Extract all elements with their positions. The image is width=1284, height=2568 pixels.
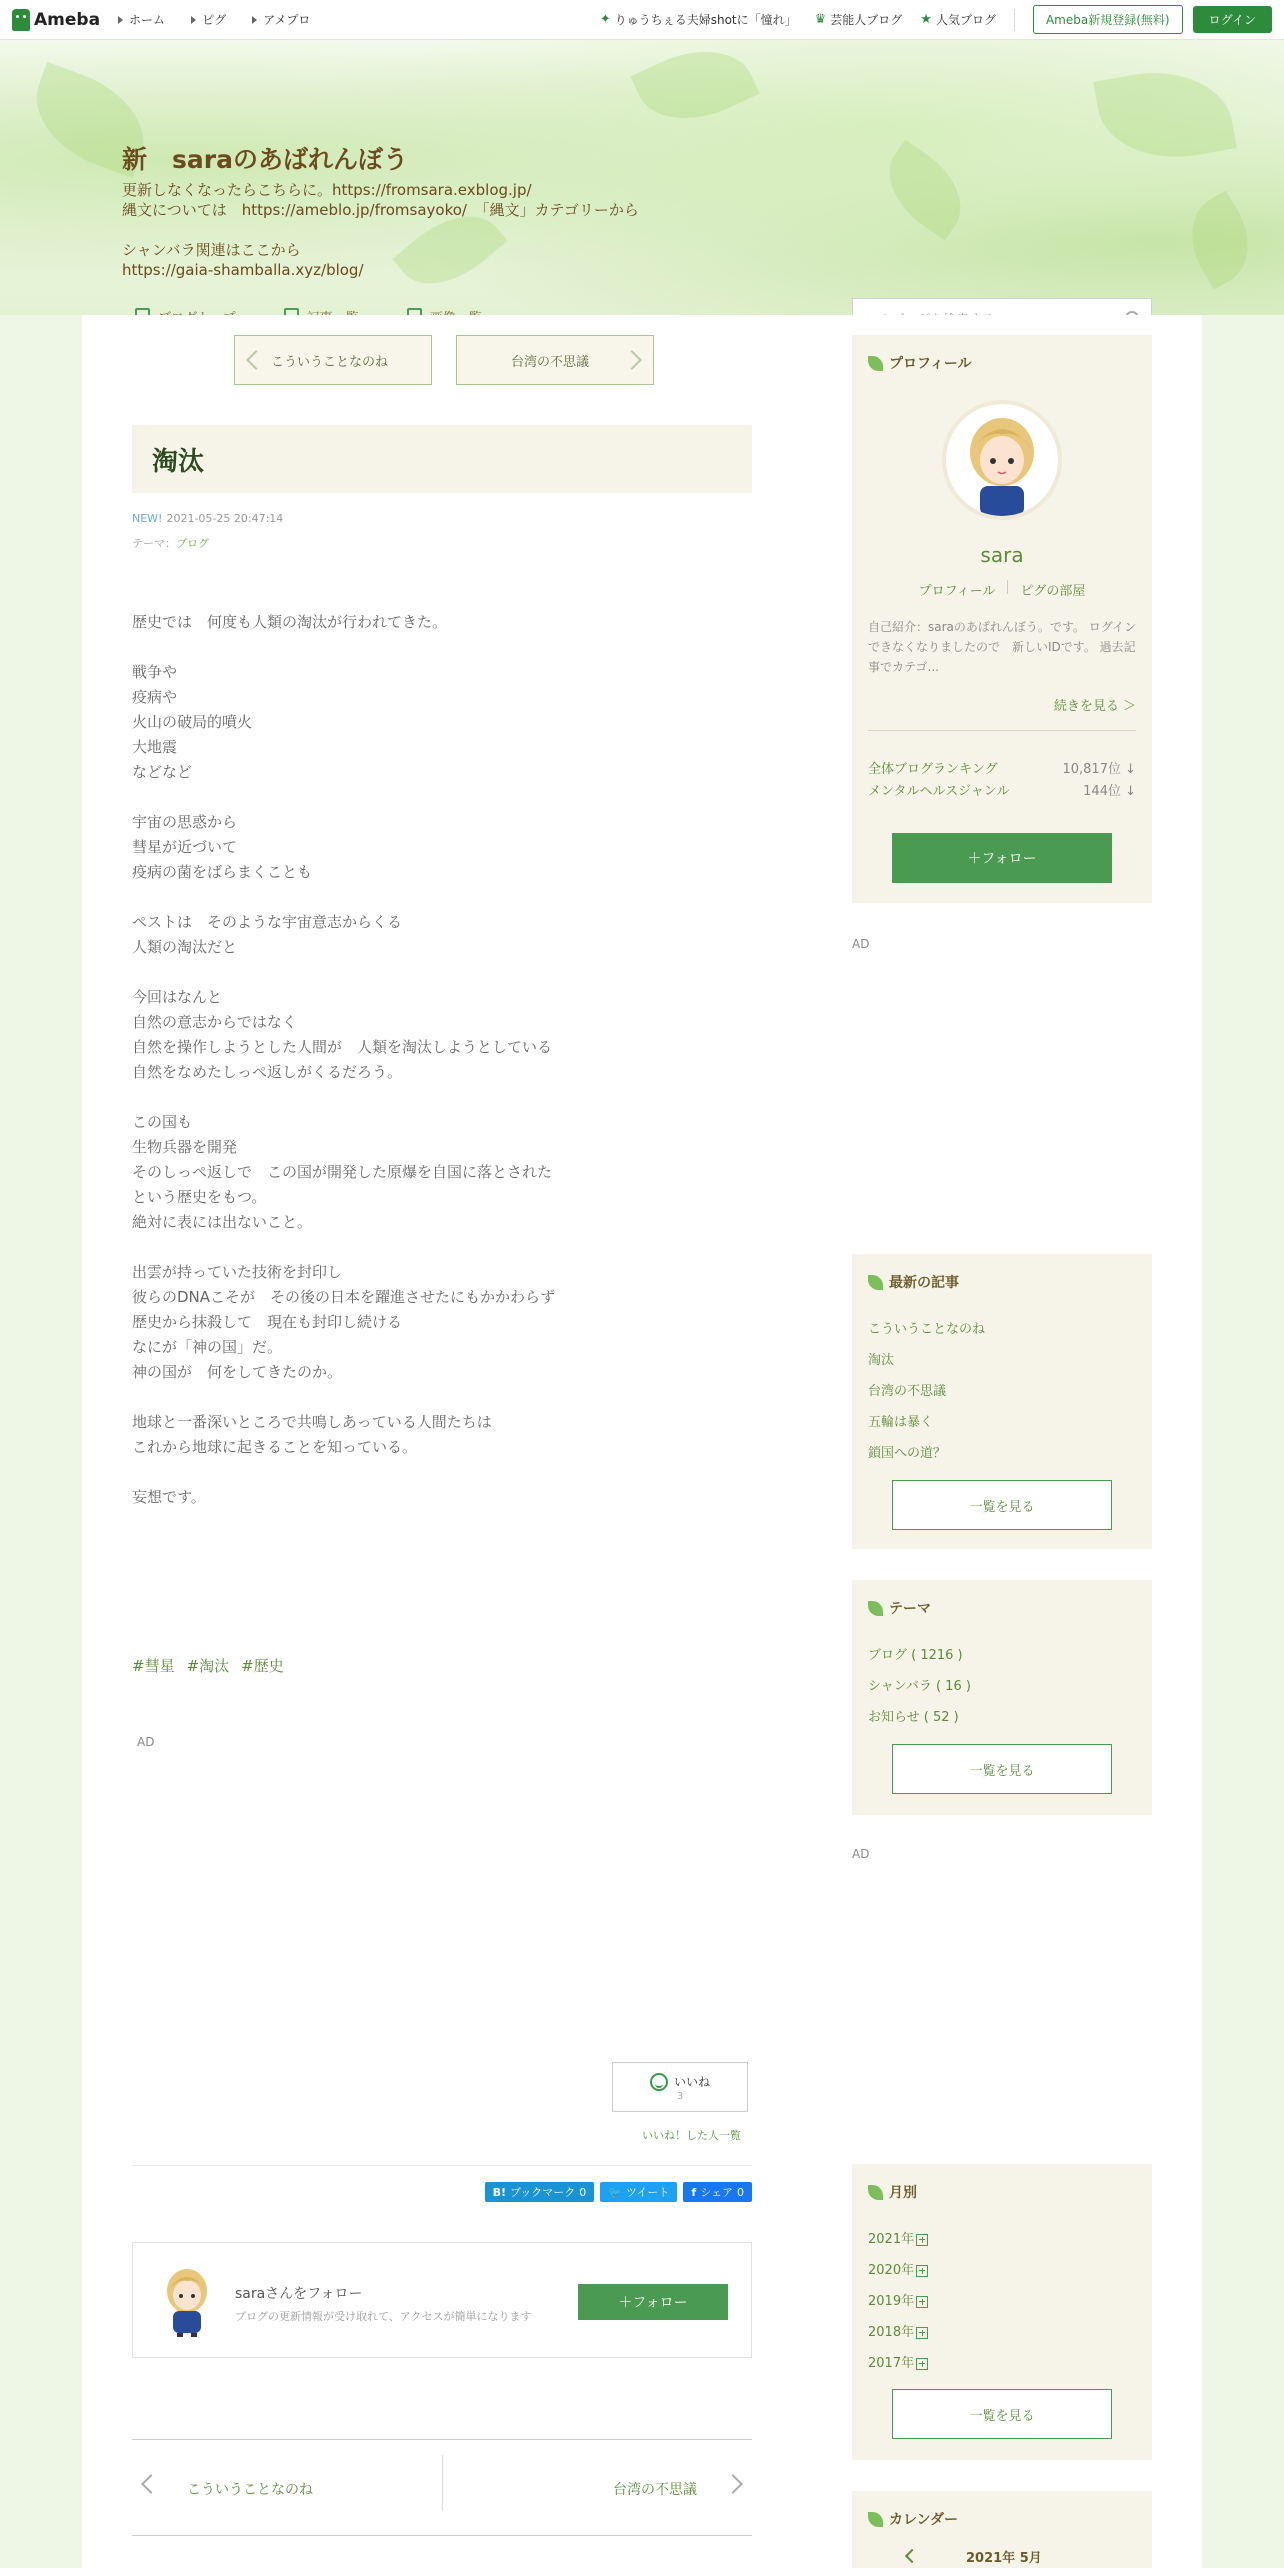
pigg-room-link[interactable]: ピグの部屋: [1020, 584, 1086, 599]
profile-more-link[interactable]: 続きを見る ＞: [1053, 699, 1136, 714]
hashtag-link[interactable]: #淘汰: [186, 1657, 230, 1675]
article-date: NEW! 2021-05-25 20:47:14: [132, 512, 284, 525]
like-button[interactable]: いいね 3: [612, 2062, 748, 2112]
ad-label: AD: [137, 1735, 155, 1749]
profile-name[interactable]: sara: [980, 543, 1024, 567]
blog-header: [0, 40, 1284, 315]
follow-card: [132, 2242, 752, 2358]
like-count: 3: [676, 2090, 684, 2102]
recent-entry-link[interactable]: 鎖国への道？: [868, 1446, 947, 1461]
hashtag-link[interactable]: #歴史: [241, 1657, 284, 1675]
tweet-button[interactable]: 🐦 ツイート: [600, 2182, 677, 2202]
recent-entry-link[interactable]: 淘汰: [868, 1353, 895, 1368]
month-link[interactable]: 2018年: [868, 2325, 928, 2340]
month-link[interactable]: 2017年: [868, 2356, 928, 2371]
popular-blog-link[interactable]: ★ 人気ブログ: [920, 12, 996, 27]
triangle-icon: [191, 16, 196, 24]
leaf-icon: [868, 2185, 883, 2200]
profile-widget: [852, 335, 1152, 903]
ameba-logo-icon: [12, 9, 30, 31]
smile-icon: [650, 2073, 668, 2091]
divider: [1014, 9, 1015, 31]
ameba-logo[interactable]: Ameba: [12, 9, 100, 31]
nav-home[interactable]: ホーム: [118, 11, 165, 28]
next-entry-button[interactable]: 台湾の不思議: [456, 335, 654, 385]
expand-icon[interactable]: [916, 2296, 928, 2308]
triangle-icon: [252, 16, 257, 24]
global-nav: [118, 11, 310, 28]
divider: [132, 2165, 752, 2166]
leaf-icon: [868, 2512, 883, 2527]
login-button[interactable]: ログイン: [1193, 6, 1272, 33]
widget-heading: プロフィール: [868, 353, 972, 373]
month-link[interactable]: 2019年: [868, 2294, 928, 2309]
sparkle-icon: ✦: [599, 12, 611, 27]
profile-links: [852, 580, 1152, 599]
leaf-decoration: [1093, 59, 1237, 170]
leaf-decoration: [630, 30, 759, 140]
month-link[interactable]: 2021年: [868, 2232, 928, 2247]
hatena-bookmark-button[interactable]: B! ブックマーク 0: [485, 2182, 595, 2202]
blog-description: 更新しなくなったらこちらに。https://fromsara.exblog.jp/ 縄文については https://ameblo.jp/fromsayoko/ 「縄文」カテゴリーから シャンバラ関連はここから https://gaia-shamballa.xyz/blog/: [122, 181, 639, 279]
theme-link[interactable]: ブログ ( 1216 ): [868, 1648, 963, 1663]
expand-icon[interactable]: [916, 2234, 928, 2246]
article-theme: テーマ：ブログ: [132, 537, 209, 550]
register-button[interactable]: Ameba新規登録(無料): [1033, 5, 1183, 34]
new-badge: NEW!: [132, 512, 163, 525]
theme-link[interactable]: ブログ: [176, 537, 209, 550]
follow-title: saraさんをフォロー: [235, 2286, 363, 2302]
ranking-link[interactable]: メンタルヘルスジャンル: [868, 784, 1010, 799]
recent-entries-widget: [852, 1254, 1152, 1549]
profile-link[interactable]: プロフィール: [918, 584, 996, 599]
article-title: 淘汰: [132, 425, 752, 493]
ranking-row: メンタルヘルスジャンル 144位 ↓: [868, 780, 1136, 799]
theme-link[interactable]: シャンバラ ( 16 ): [868, 1679, 971, 1694]
hatena-icon: B!: [492, 2185, 507, 2199]
follow-description: ブログの更新情報が受け取れて、アクセスが簡単になります: [235, 2310, 532, 2323]
avatar: [946, 404, 1058, 516]
crown-icon: ♛: [814, 12, 827, 27]
trending-link[interactable]: ✦ りゅうちぇる夫婦shotに「憧れ」: [599, 12, 797, 27]
monthly-more-button[interactable]: 一覧を見る: [892, 2389, 1112, 2439]
calendar-month: 2021年 5月: [966, 2551, 1042, 2566]
profile-avatar[interactable]: [942, 400, 1062, 520]
profile-description: 自己紹介：saraのあばれんぼう。です。 ログインできなくなりましたので 新しいIDです。 過去記事でカテゴ...: [868, 620, 1137, 674]
theme-link[interactable]: お知らせ ( 52 ): [868, 1710, 959, 1725]
top-pager: [234, 335, 654, 385]
hashtags: [132, 1655, 284, 1676]
hashtag-link[interactable]: #彗星: [132, 1657, 175, 1675]
like-users-link[interactable]: いいね！した人一覧: [642, 2129, 741, 2142]
divider: [132, 2535, 752, 2536]
celebrity-blog-link[interactable]: ♛ 芸能人ブログ: [814, 12, 903, 27]
expand-icon[interactable]: [916, 2327, 928, 2339]
sidebar-follow-button[interactable]: ＋フォロー: [892, 833, 1112, 883]
ad-label: AD: [852, 937, 870, 951]
themes-widget: [852, 1580, 1152, 1815]
recent-list: [868, 1318, 985, 1473]
chevron-right-icon: [622, 350, 642, 370]
recent-entry-link[interactable]: 台湾の不思議: [868, 1384, 947, 1399]
leaf-icon: [868, 1601, 883, 1616]
bottom-pager: [132, 2455, 752, 2519]
chevron-left-icon: [141, 2474, 161, 2494]
ranking-row: 全体ブログランキング 10,817位 ↓: [868, 758, 1136, 777]
bottom-next-link[interactable]: 台湾の不思議: [613, 2482, 697, 2498]
chevron-left-icon[interactable]: [905, 2549, 919, 2563]
month-link[interactable]: 2020年: [868, 2263, 928, 2278]
follow-button[interactable]: ＋フォロー: [578, 2284, 728, 2320]
twitter-icon: 🐦: [608, 2185, 622, 2199]
monthly-list: [868, 2228, 928, 2383]
leaf-icon: [868, 1275, 883, 1290]
themes-more-button[interactable]: 一覧を見る: [892, 1744, 1112, 1794]
triangle-icon: [118, 16, 123, 24]
expand-icon[interactable]: [916, 2265, 928, 2277]
facebook-icon: f: [691, 2185, 697, 2199]
global-header: [0, 0, 1284, 40]
chevron-right-icon: [723, 2474, 743, 2494]
facebook-share-button[interactable]: f シェア 0: [683, 2182, 752, 2202]
leaf-icon: [868, 356, 883, 371]
recent-entry-link[interactable]: こういうことなのね: [868, 1322, 986, 1337]
divider: [1007, 580, 1008, 594]
avatar: [155, 2265, 219, 2337]
recent-entry-link[interactable]: 五輪は暴く: [868, 1415, 934, 1430]
leaf-decoration: [1174, 190, 1266, 289]
prev-entry-button[interactable]: こういうことなのね: [234, 335, 432, 385]
divider: [868, 730, 1136, 731]
expand-icon[interactable]: [916, 2358, 928, 2370]
content-area: [82, 315, 1202, 2568]
recent-more-button[interactable]: 一覧を見る: [892, 1480, 1112, 1530]
star-icon: ★: [920, 12, 932, 27]
leaf-decoration: [871, 140, 979, 241]
nav-amepro[interactable]: アメプロ: [252, 11, 310, 28]
themes-list: [868, 1644, 971, 1737]
header-right: [600, 5, 1272, 34]
widget-heading: 月別: [868, 2182, 917, 2202]
divider: [442, 2455, 443, 2511]
ad-label: AD: [852, 1847, 870, 1861]
article-body: 歴史では 何度も人類の淘汰が行われてきた。 戦争や 疫病や 火山の破局的噴火 大地震 などなど 宇宙の思惑から 彗星が近づいて 疫病の菌をばらまくことも ペストは そのような宇宙意志からくる 人類の淘汰だと 今回はなんと 自然の意志からではなく 自然を操作しようとした人間が 人類を淘汰しようとしている 自然をなめたしっぺ返しがくるだろう。 この国も 生物兵器を開発 そのしっぺ返しで この国が開発した原爆を自国に落とされた という歴史をもつ。 絶対に表には出ないこと。 出雲が持っていた技術を封印し 彼らのDNAこそが その後の日本を躍進させたにもかかわらず 歴史から抹殺して 現在も封印し続ける なにが「神の国」だ。 神の国が 何をしてきたのか。 地球と一番深いところで共鳴しあっている人間たちは これから地球に起きることを知っている。 妄想です。: [132, 613, 556, 1506]
widget-heading: カレンダー: [868, 2509, 958, 2529]
chevron-left-icon: [246, 350, 266, 370]
ranking-link[interactable]: 全体ブログランキング: [868, 762, 998, 777]
nav-pigg[interactable]: ピグ: [191, 11, 226, 28]
share-buttons: [485, 2182, 752, 2202]
widget-heading: 最新の記事: [868, 1272, 959, 1292]
monthly-archive-widget: [852, 2164, 1152, 2460]
calendar-widget: [852, 2491, 1152, 2568]
divider: [132, 2439, 752, 2440]
bottom-prev-link[interactable]: こういうことなのね: [187, 2482, 313, 2498]
blog-title[interactable]: 新 saraのあばれんぼう: [122, 145, 408, 174]
widget-heading: テーマ: [868, 1598, 931, 1618]
